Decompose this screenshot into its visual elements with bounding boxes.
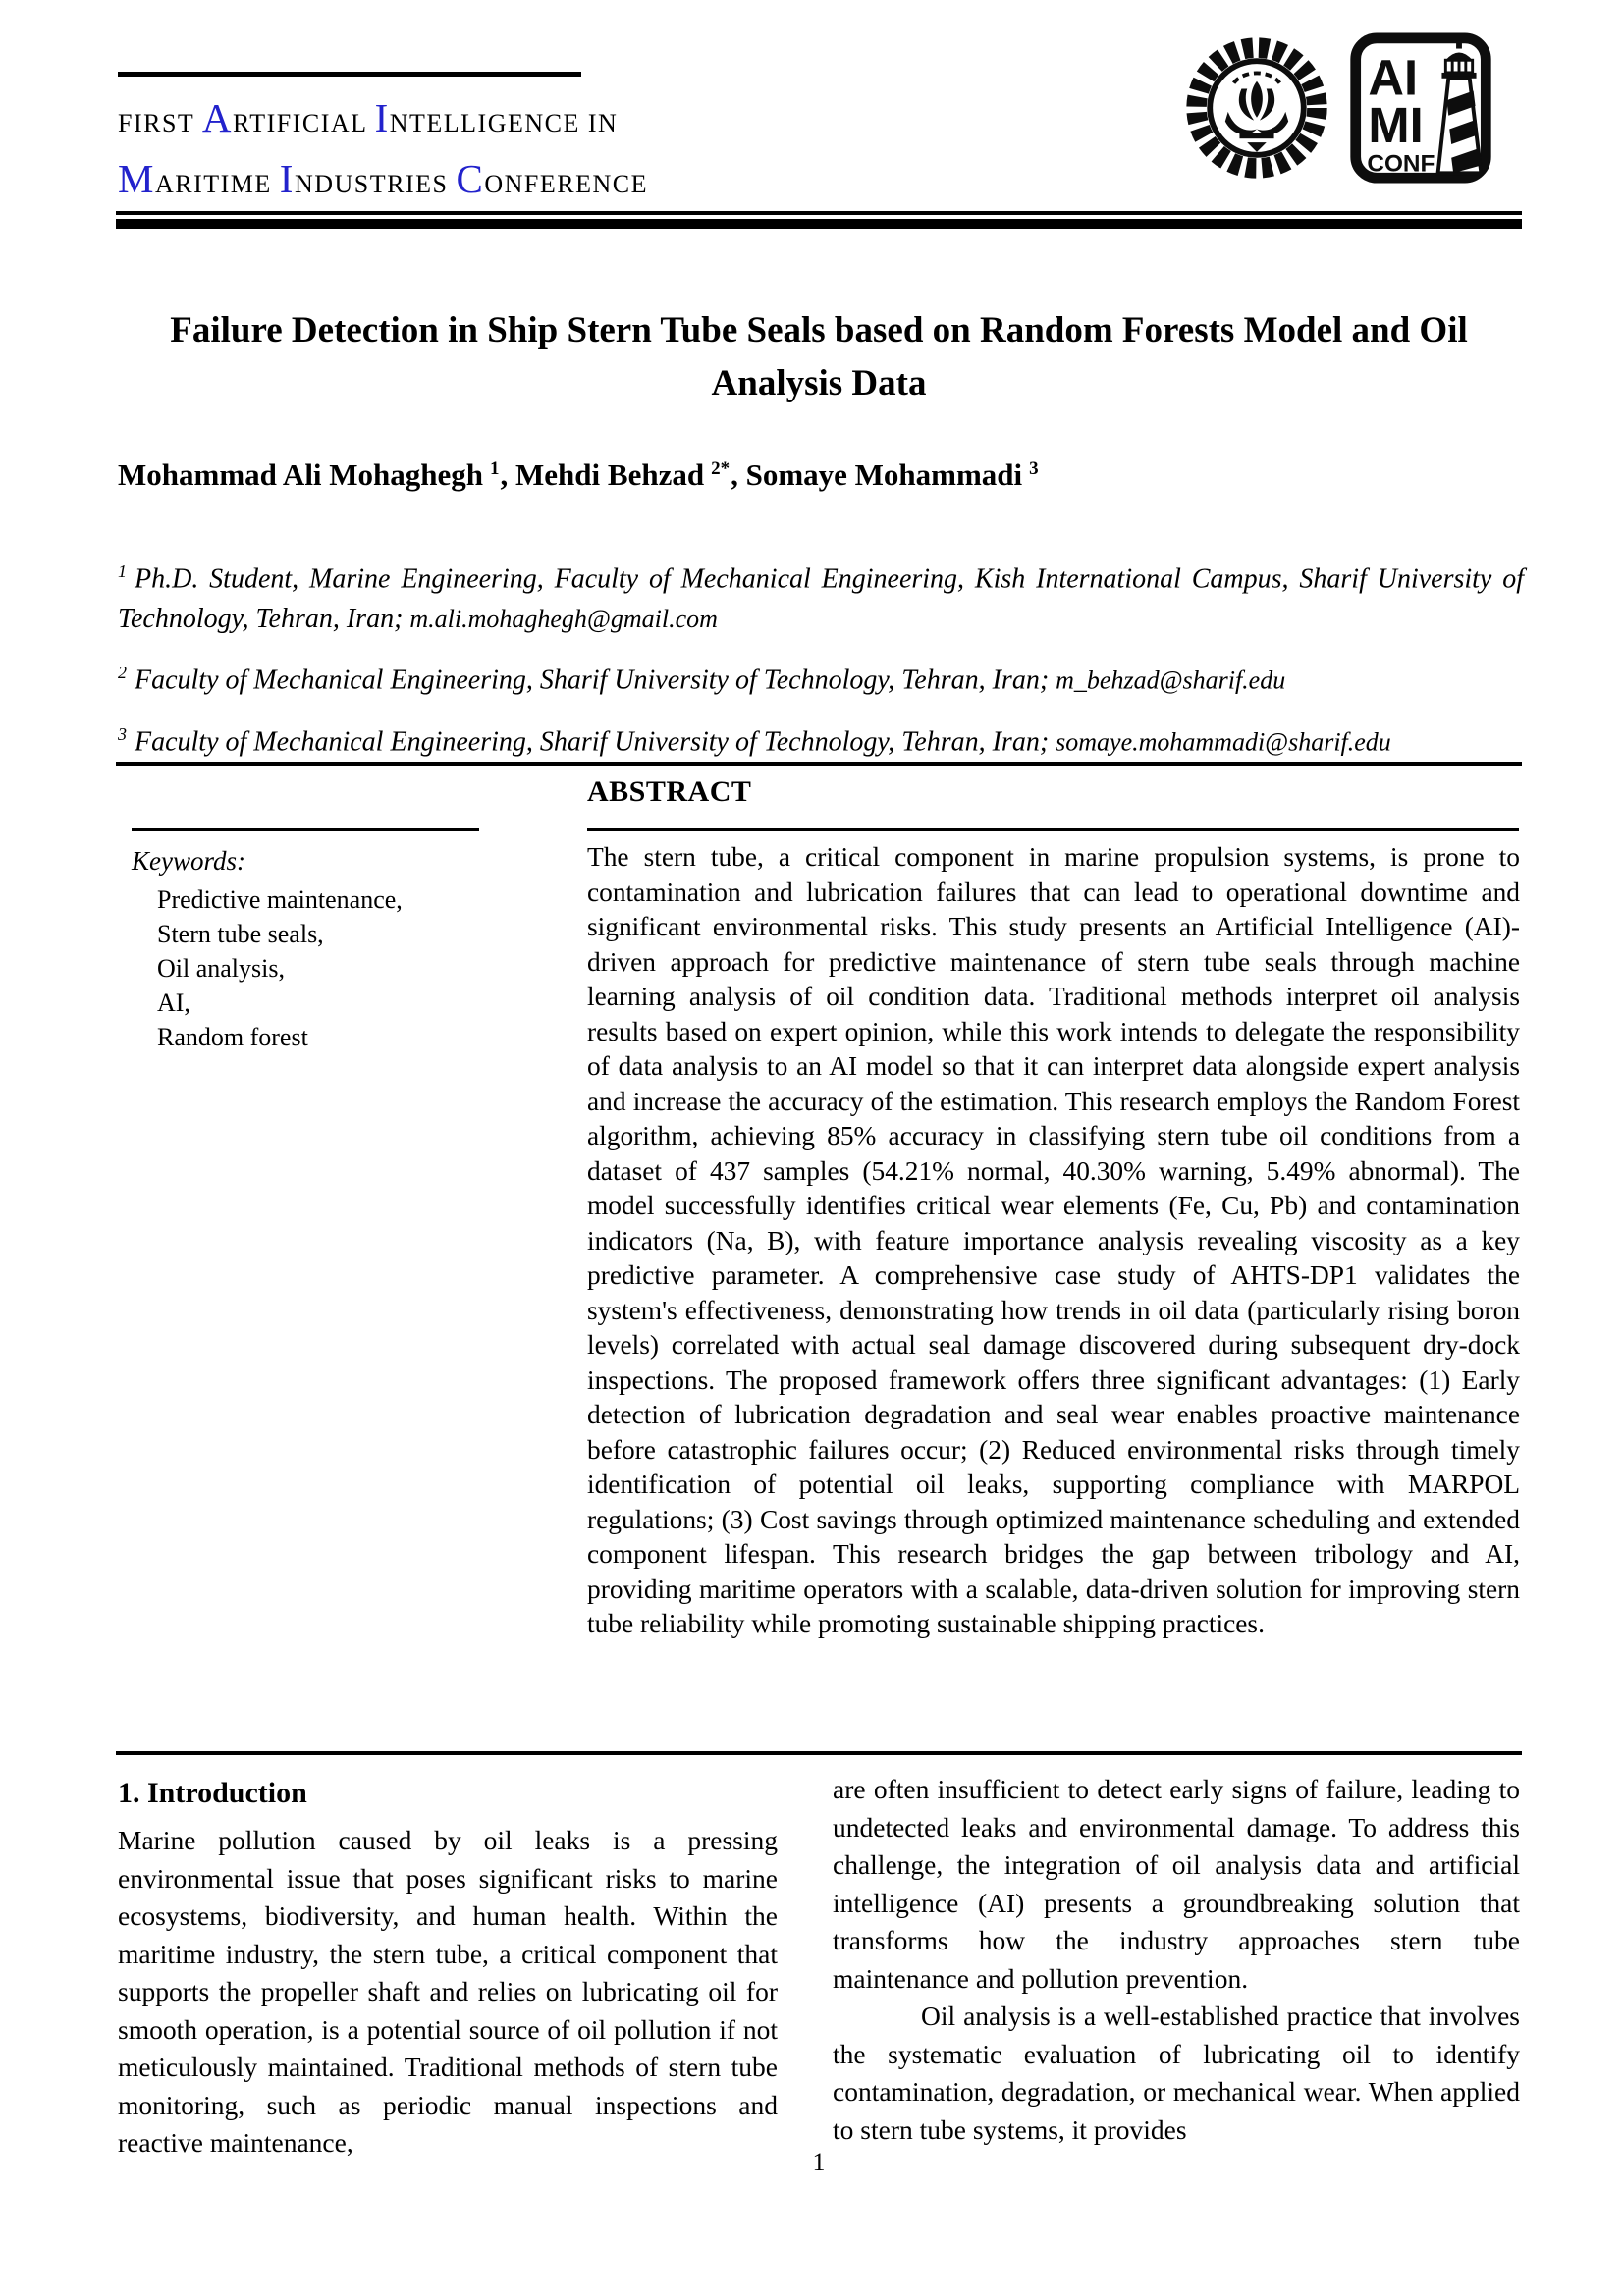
abstract-heading: ABSTRACT: [587, 775, 752, 808]
author-2-name: , Mehdi Behzad: [500, 457, 705, 492]
body-right-paragraph-2: Oil analysis is a well-established practice that involves the systematic evaluation of lubricating oil to identify contamination, degradation, or mechanical wear. When applied to stern tube systems, it provides: [833, 2001, 1520, 2145]
author-1-name: Mohammad Ali Mohaghegh: [118, 457, 484, 492]
affiliation-3-email: somaye.mohammadi@sharif.edu: [1056, 726, 1391, 756]
header-separator-thin-rule: [116, 211, 1522, 215]
body-left-column: Marine pollution caused by oil leaks is a pressing environmental issue that poses significant risks to marine ecosystems, biodiversity, and human health. Within the maritime industry, the stern tube, a critical component that supports the propeller shaft and relies on lubricating oil for smooth operation, is a potential source of oil pollution if not meticulously maintained. Traditional methods of stern tube monitoring, such as periodic manual inspections and reactive maintenance,: [118, 1825, 778, 2158]
keywords-block: [132, 846, 475, 1054]
keywords-top-rule: [132, 828, 479, 831]
section-heading-introduction: 1. Introduction: [118, 1777, 307, 1809]
page-number: 1: [812, 2148, 826, 2176]
abstract-heading-rule: [587, 828, 1519, 831]
abstract-top-rule: [116, 762, 1522, 766]
authors-line: [118, 457, 1040, 493]
keyword-item: AI,: [157, 988, 190, 1017]
aimi-logo-text-conf: CONF: [1367, 150, 1435, 178]
header-top-rule: [118, 72, 581, 77]
abstract-text: The stern tube, a critical component in marine propulsion systems, is prone to contamination and lubrication failures that can lead to operational downtime and significant environmental risks. This study presents an Artificial Intelligence (AI)-driven approach for predictive maintenance of stern tube seals through machine learning analysis of oil condition data. Traditional methods interpret oil analysis results based on expert opinion, while this work intends to delegate the responsibility of data analysis to an AI model so that it can interpret data alongside expert analysis and increase the accuracy of the estimation. This research employs the Random Forest algorithm, achieving 85% accuracy in classifying stern tube oil conditions from a dataset of 437 samples (54.21% normal, 40.30% warning, 5.49% abnormal). The model successfully identifies critical wear elements (Fe, Cu, Pb) and contamination indicators (Na, B), with feature importance analysis revealing viscosity as a key predictive parameter. A comprehensive case study of AHTS-DP1 validates the system's effectiveness, demonstrating how trends in oil data (particularly rising boron levels) correlated with actual seal damage discovered during subsequent dry-dock inspections. The proposed framework offers three significant advantages: (1) Early detection of lubrication degradation and seal wear enables proactive maintenance before catastrophic failures occur; (2) Reduced environmental risks through timely identification of potential oil leaks, supporting compliance with MARPOL regulations; (3) Cost savings through optimized maintenance scheduling and extended component lifespan. This research bridges the gap between tribology and AI, providing maritime operators with a scalable, data-driven solution for improving stern tube reliability while promoting sustainable shipping practices.: [587, 842, 1520, 1638]
affiliation-2: $^2$ Faculty of Mechanical Engineering, Sharif University of Technology, Tehran, Iran; m_behzad@sharif.edu: [118, 663, 1286, 696]
aimi-logo-text-ai: AI: [1368, 49, 1419, 106]
keyword-item: Predictive maintenance,: [157, 885, 403, 914]
aimi-logo-text-mi: MI: [1368, 97, 1424, 154]
keyword-item: Random forest: [157, 1023, 308, 1051]
keyword-item: Stern tube seals,: [157, 920, 324, 948]
paper-title: Failure Detection in Ship Stern Tube Seals based on Random Forests Model and Oil Analysis Data: [170, 310, 1468, 403]
aimi-conf-logo-icon: [1347, 31, 1494, 189]
affiliation-1-email: m.ali.mohaghegh@gmail.com: [409, 605, 718, 634]
keyword-item: Oil analysis,: [157, 954, 285, 983]
author-3-name: , Somaye Mohammadi: [731, 457, 1023, 492]
affiliations: [118, 552, 1524, 775]
author-3-affiliation-mark: 3: [1029, 457, 1039, 479]
author-2-affiliation-mark: 2*: [711, 457, 731, 479]
affiliation-2-email: m_behzad@sharif.edu: [1056, 666, 1286, 695]
sharif-gear-icon: [1180, 31, 1333, 185]
conference-name-line1: FIRST ARTIFICIAL INTELLIGENCE IN: [118, 95, 619, 140]
affiliation-1: $^1$ Ph.D. Student, Marine Engineering, Faculty of Mechanical Engineering, Kish International Campus, Sharif University of Technology, Tehran, Iran; m.ali.mohaghegh@gmail.com: [118, 561, 1524, 635]
author-1-affiliation-mark: 1: [490, 457, 500, 479]
body-right-column: [833, 1771, 1520, 2149]
abstract-bottom-rule: [116, 1751, 1522, 1755]
keywords-label: Keywords:: [132, 846, 245, 876]
conference-name-line2: MARITIME INDUSTRIES CONFERENCE: [118, 156, 648, 201]
sharif-tulip-emblem: [1225, 73, 1288, 151]
conference-name: [118, 90, 648, 212]
body-right-paragraph-1: are often insufficient to detect early signs of failure, leading to undetected leaks and environmental damage. To address this challenge, the integration of oil analysis data and artificial intelligence (AI) presents a groundbreaking solution that transforms how the industry approaches stern tube maintenance and pollution prevention.: [833, 1774, 1520, 1994]
header-separator-thick-rule: [116, 219, 1522, 229]
affiliation-3: $^3$ Faculty of Mechanical Engineering, Sharif University of Technology, Tehran, Iran; somaye.mohammadi@sharif.edu: [118, 723, 1391, 757]
sharif-university-logo-icon: [1180, 31, 1333, 189]
